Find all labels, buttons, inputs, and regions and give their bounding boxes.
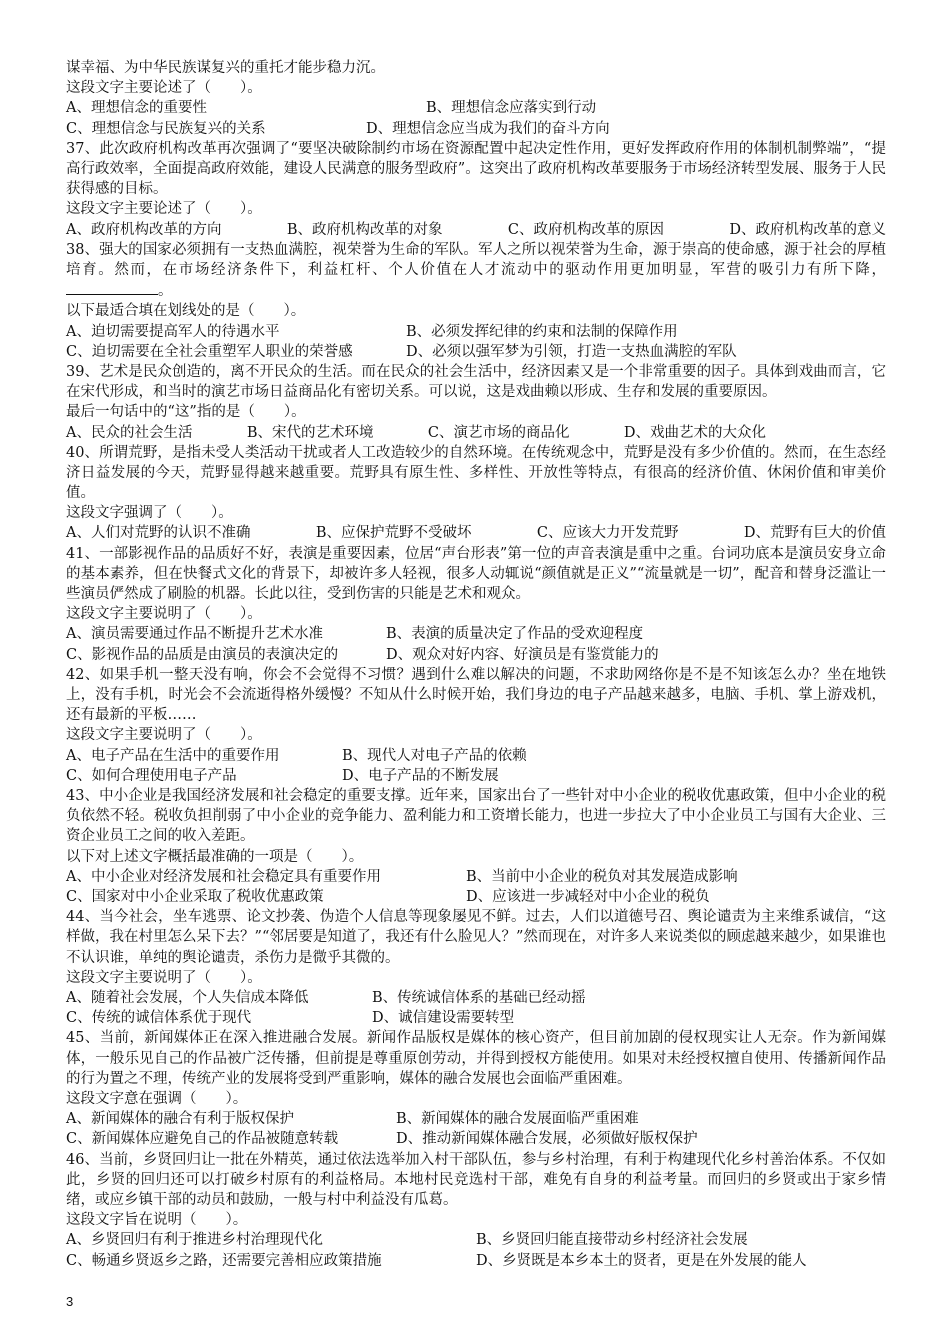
question-45-text: 45、当前，新闻媒体正在深入推进融合发展。新闻作品版权是媒体的核心资产，但目前加剧的侵权现实让人无奈。作为新闻媒体，一般乐见自己的作品被广泛传播，但前提是尊重原创劳动，并得到授权方能使用。如果对未经授权擅自使用、传播新闻作品的行为置之不理，传统产业的发展将受到严重影响，媒体的融合发展也会面临严重困难。 — [66, 1030, 886, 1087]
question-stem: 以下对上述文字概括最准确的一项是（ ）。 — [66, 848, 364, 865]
option-d: D、荒野有巨大的价值 — [743, 525, 886, 542]
option-c: C、演艺市场的商品化 — [427, 424, 570, 441]
option-c: C、理想信念与民族复兴的关系 — [66, 120, 266, 137]
option-d: D、应该进一步减轻对中小企业的税负 — [466, 889, 710, 905]
option-b: B、乡贤回归能直接带动乡村经济社会发展 — [476, 1232, 748, 1249]
question-stem: 最后一句话中的“这”指的是（ ）。 — [66, 404, 306, 421]
document-page — [66, 58, 886, 1271]
question-stem: 这段文字主要说明了（ ）。 — [66, 727, 262, 744]
question-stem: 这段文字主要论述了（ ）。 — [66, 201, 262, 218]
option-b: B、应保护荒野不受破坏 — [315, 525, 472, 542]
options-row — [66, 1109, 886, 1129]
option-a: A、迫切需要提高军人的待遇水平 — [66, 323, 280, 340]
options-row — [66, 322, 886, 342]
option-c: C、畅通乡贤返乡之路，还需要完善相应政策措施 — [66, 1252, 382, 1269]
options-row — [66, 766, 886, 786]
question-stem: 这段文字旨在说明（ ）。 — [66, 1212, 248, 1229]
option-b: B、政府机构改革的对象 — [286, 221, 443, 238]
option-d: D、电子产品的不断发展 — [342, 767, 499, 784]
option-a: A、民众的社会生活 — [66, 424, 193, 441]
option-c: C、如何合理使用电子产品 — [66, 767, 237, 784]
option-a: A、新闻媒体的融合有利于版权保护 — [66, 1111, 294, 1128]
options-row — [66, 1008, 886, 1028]
option-c: C、政府机构改革的原因 — [507, 221, 664, 238]
question-46-text: 46、当前，乡贤回归让一批在外精英，通过依法选举加入村干部队伍，参与乡村治理，有利于构建现代化乡村善治体系。不仅如此，乡贤的回归还可以打破乡村原有的利益格局。本地村民竞选村干部，难免有自身的利益考量。而回归的乡贤或出于家乡情绪，或应乡镇干部的动员和鼓励，一般与村中利益没有瓜葛。 — [66, 1151, 886, 1208]
question-42-text: 42、如果手机一整天没有响，你会不会觉得不习惯？遇到什么难以解决的问题，不求助网络你是不是不知该怎么办？坐在地铁上，没有手机，时光会不会流逝得格外缓慢？不知从什么时候开始，我们身边的电子产品越来越多，电脑、手机、掌上游戏机，还有最新的平板…… — [66, 666, 886, 724]
option-c: C、国家对中小企业采取了税收优惠政策 — [66, 889, 324, 905]
question-stem: 以下最适合填在划线处的是（ ）。 — [66, 303, 306, 320]
options-row — [66, 624, 886, 644]
option-a: A、政府机构改革的方向 — [66, 221, 222, 238]
option-d: D、必须以强军梦为引领，打造一支热血满腔的军队 — [406, 343, 737, 360]
options-row — [66, 119, 886, 139]
question-stem: 这段文字意在强调（ ）。 — [66, 1090, 248, 1107]
paragraph-continued: 谋幸福、为中华民族谋复兴的重托才能步稳力沉。 — [66, 60, 385, 76]
option-d: D、推动新闻媒体融合发展，必须做好版权保护 — [396, 1131, 698, 1148]
options-row — [66, 867, 886, 887]
options-row — [66, 746, 886, 766]
question-stem: 这段文字主要说明了（ ）。 — [66, 606, 262, 623]
question-41-text: 41、一部影视作品的品质好不好，表演是重要因素，位居“声台形表”第一位的声音表演是重中之重。台词功底本是演员安身立命的基本素养，但在快餐式文化的背景下，却被许多人轻视，很多人动辄说“颜值就是正义”“流量就是一切”，配音和替身泛滥让一些演员俨然成了刷脸的机器。长此以往，受到伤害的只能是艺术和观众。 — [66, 545, 886, 603]
options-row — [66, 645, 886, 665]
options-row — [66, 887, 886, 907]
options-row — [66, 988, 886, 1008]
options-row — [66, 1230, 886, 1250]
option-b: B、新闻媒体的融合发展面临严重困难 — [396, 1111, 639, 1128]
option-b: B、现代人对电子产品的依赖 — [342, 747, 527, 764]
option-c: C、新闻媒体应避免自己的作品被随意转载 — [66, 1131, 339, 1148]
option-d: D、乡贤既是本乡本土的贤者，更是在外发展的能人 — [476, 1252, 807, 1269]
option-a: A、随着社会发展，个人失信成本降低 — [66, 989, 309, 1006]
option-a: A、中小企业对经济发展和社会稳定具有重要作用 — [66, 868, 381, 885]
question-40-text: 40、所谓荒野，是指未受人类活动干扰或者人工改造较少的自然环境。在传统观念中，荒野是没有多少价值的。然而，在生态经济日益发展的今天，荒野显得越来越重要。荒野具有原生性、多样性、开放性等特点，有很高的经济价值、休闲价值和审美价值。 — [66, 444, 886, 502]
question-stem: 这段文字强调了（ ）。 — [66, 505, 233, 522]
option-b: B、必须发挥纪律的约束和法制的保障作用 — [406, 323, 678, 340]
question-39-text: 39、艺术是民众创造的，离不开民众的生活。而在民众的社会生活中，经济因素又是一个非常重要的因子。具体到戏曲而言，它在宋代形成，和当时的演艺市场日益商品化有密切关系。可以说，这是戏曲赖以形成、生存和发展的重要原因。 — [66, 363, 886, 401]
question-stem: 这段文字主要论述了（ ）。 — [66, 80, 262, 97]
option-c: C、应该大力开发荒野 — [536, 525, 679, 542]
option-a: A、演员需要通过作品不断提升艺术水准 — [66, 626, 323, 643]
options-row — [66, 523, 886, 543]
option-d: D、观众对好内容、好演员是有鉴赏能力的 — [386, 646, 659, 663]
option-a: A、乡贤回归有利于推进乡村治理现代化 — [66, 1232, 323, 1249]
question-38-body: 38、强大的国家必须拥有一支热血满腔，视荣誉为生命的军队。军人之所以视荣誉为生命，源于崇高的使命感，源于社会的厚植培育。然而，在市场经济条件下，利益杠杆、个人价值在人才流动中的驱动作用更加明显，军营的吸引力有所下降， — [66, 241, 886, 278]
question-38-text — [66, 240, 886, 302]
option-d: D、理想信念应当成为我们的奋斗方向 — [366, 120, 610, 137]
option-b: B、当前中小企业的税负对其发展造成影响 — [466, 868, 738, 885]
option-a: A、理想信念的重要性 — [66, 100, 207, 117]
option-b: B、理想信念应落实到行动 — [426, 100, 597, 117]
option-b: B、表演的质量决定了作品的受欢迎程度 — [386, 626, 644, 643]
fill-in-blank — [66, 280, 158, 295]
options-row — [66, 220, 886, 240]
question-43-text: 43、中小企业是我国经济发展和社会稳定的重要支撑。近年来，国家出台了一些针对中小企业的税收优惠政策，但中小企业的税负依然不轻。税收负担削弱了中小企业的竞争能力、盈利能力和工资增长能力，也进一步拉大了中小企业员工与国有大企业、三资企业员工之间的收入差距。 — [66, 788, 886, 845]
page-number: 3 — [66, 1294, 74, 1309]
option-d: D、诚信建设需要转型 — [372, 1010, 515, 1027]
option-d: D、戏曲艺术的大众化 — [623, 424, 766, 441]
question-44-text: 44、当今社会，坐车逃票、论文抄袭、伪造个人信息等现象屡见不鲜。过去，人们以道德号召、舆论谴责为主来维系诚信，“这样做，我在村里怎么呆下去？”“邻居要是知道了，我还有什么脸见人？”然而现在，对许多人来说类似的顾虑越来越少，如果谁也不认识谁，单纯的舆论谴责，杀伤力是微乎其微的。 — [66, 909, 886, 966]
option-c: C、传统的诚信体系优于现代 — [66, 1010, 252, 1027]
question-38-end: 。 — [158, 283, 173, 300]
question-stem: 这段文字主要说明了（ ）。 — [66, 969, 262, 986]
options-row — [66, 98, 886, 118]
option-c: C、影视作品的品质是由演员的表演决定的 — [66, 646, 339, 663]
options-row — [66, 1129, 886, 1149]
option-d: D、政府机构改革的意义 — [729, 221, 886, 238]
option-c: C、迫切需要在全社会重塑军人职业的荣誉感 — [66, 343, 353, 360]
options-row — [66, 342, 886, 362]
option-a: A、电子产品在生活中的重要作用 — [66, 747, 280, 764]
options-row — [66, 1251, 886, 1271]
option-b: B、宋代的艺术环境 — [246, 424, 374, 441]
question-37-text: 37、此次政府机构改革再次强调了“要坚决破除制约市场在资源配置中起决定性作用，更好发挥政府作用的体制机制弊端”，“提高行政效率，全面提高政府效能，建设人民满意的服务型政府”。这突出了政府机构改革要服务于市场经济转型发展、服务于人民获得感的目标。 — [66, 140, 886, 198]
option-b: B、传统诚信体系的基础已经动摇 — [372, 989, 586, 1006]
options-row — [66, 423, 766, 443]
option-a: A、人们对荒野的认识不准确 — [66, 525, 251, 542]
